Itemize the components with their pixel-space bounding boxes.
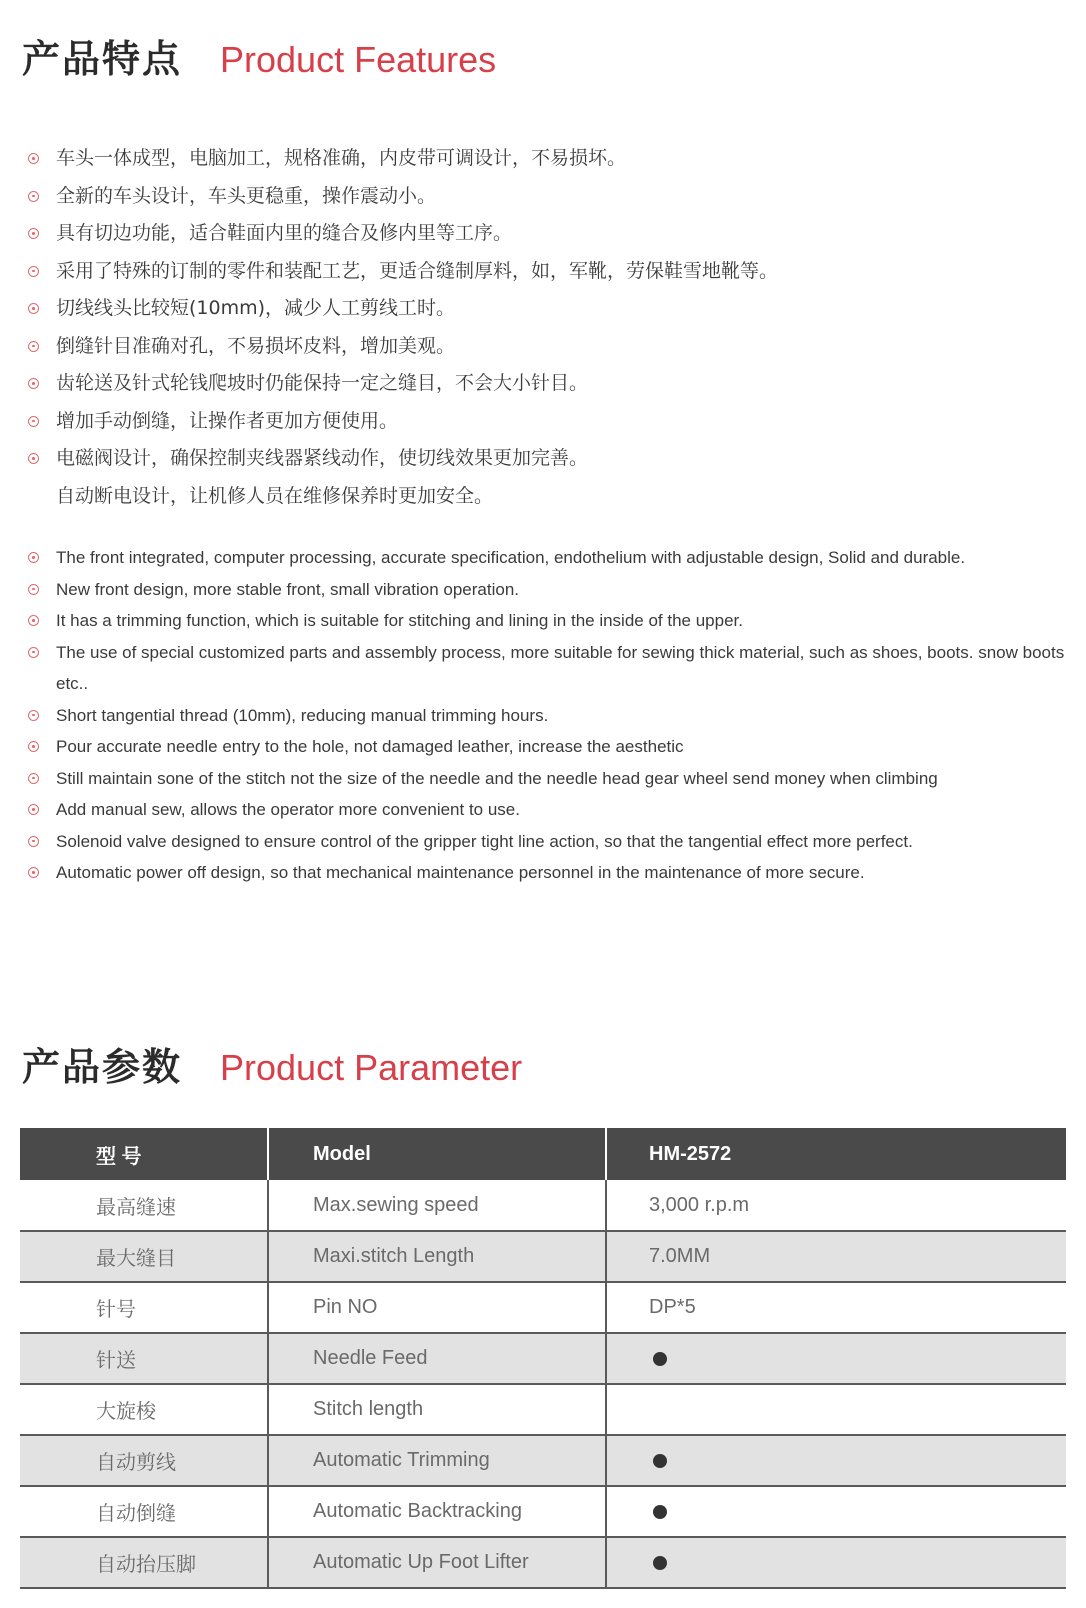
- list-item: 增加手动倒缝，让操作者更加方便使用。: [26, 403, 1066, 441]
- cell-value: [606, 1486, 1066, 1537]
- cell-value: 7.0MM: [606, 1231, 1066, 1282]
- cell-cn: 自动抬压脚: [20, 1537, 268, 1588]
- cell-en: Automatic Up Foot Lifter: [268, 1537, 606, 1588]
- cell-en: Automatic Trimming: [268, 1435, 606, 1486]
- list-item: Automatic power off design, so that mechanical maintenance personnel in the maintenance of more secure.: [26, 857, 1066, 889]
- circle-bullet-icon: [28, 416, 39, 427]
- parameter-title-en: Product Parameter: [220, 1047, 523, 1088]
- list-item: 具有切边功能，适合鞋面内里的缝合及修内里等工序。: [26, 215, 1066, 253]
- list-item: The use of special customized parts and assembly process, more suitable for sewing thick material, such as shoes, boots. snow boots etc..: [26, 637, 1066, 700]
- table-row: [20, 1333, 1066, 1384]
- features-list-en: [26, 542, 1066, 889]
- circle-bullet-icon: [28, 615, 39, 626]
- features-heading: [22, 28, 496, 83]
- cell-cn: 最大缝目: [20, 1231, 268, 1282]
- parameter-title-cn: 产品参数: [22, 1045, 183, 1089]
- table-row: [20, 1231, 1066, 1282]
- cell-value: 3,000 r.p.m: [606, 1180, 1066, 1231]
- circle-bullet-icon: [28, 191, 39, 202]
- circle-bullet-icon: [28, 153, 39, 164]
- list-item: 切线线头比较短(10mm)，减少人工剪线工时。: [26, 290, 1066, 328]
- circle-bullet-icon: [28, 584, 39, 595]
- list-item: 倒缝针目准确对孔，不易损坏皮料，增加美观。: [26, 328, 1066, 366]
- list-item: Short tangential thread (10mm), reducing manual trimming hours.: [26, 700, 1066, 732]
- list-item: 电磁阀设计，确保控制夹线器紧线动作，使切线效果更加完善。: [26, 440, 1066, 478]
- table-row: [20, 1180, 1066, 1231]
- list-item: Solenoid valve designed to ensure control of the gripper tight line action, so that the tangential effect more perfect.: [26, 826, 1066, 858]
- circle-bullet-icon: [28, 378, 39, 389]
- cell-cn: 最高缝速: [20, 1180, 268, 1231]
- filled-dot-icon: [653, 1352, 667, 1366]
- header-model-number: HM-2572: [606, 1128, 1066, 1180]
- table-row: [20, 1537, 1066, 1588]
- circle-bullet-icon: [28, 867, 39, 878]
- circle-bullet-icon: [28, 836, 39, 847]
- circle-bullet-icon: [28, 266, 39, 277]
- header-model-cn: 型 号: [20, 1128, 268, 1180]
- circle-bullet-icon: [28, 303, 39, 314]
- list-item: 齿轮送及针式轮钱爬坡时仍能保持一定之缝目，不会大小针目。: [26, 365, 1066, 403]
- circle-bullet-icon: [28, 552, 39, 563]
- table-row: [20, 1435, 1066, 1486]
- table-header-row: [20, 1128, 1066, 1180]
- cell-en: Max.sewing speed: [268, 1180, 606, 1231]
- parameter-table: [20, 1128, 1066, 1589]
- circle-bullet-icon: [28, 647, 39, 658]
- filled-dot-icon: [653, 1556, 667, 1570]
- cell-cn: 针送: [20, 1333, 268, 1384]
- list-item-continuation: 自动断电设计，让机修人员在维修保养时更加安全。: [56, 484, 494, 507]
- list-item: It has a trimming function, which is suitable for stitching and lining in the inside of the upper.: [26, 605, 1066, 637]
- cell-cn: 大旋梭: [20, 1384, 268, 1435]
- list-item: 全新的车头设计，车头更稳重，操作震动小。: [26, 178, 1066, 216]
- circle-bullet-icon: [28, 453, 39, 464]
- parameter-heading: [22, 1036, 522, 1091]
- table-row: [20, 1384, 1066, 1435]
- features-list-cn: [26, 140, 1066, 515]
- list-item: Still maintain sone of the stitch not the size of the needle and the needle head gear wheel send money when climbing: [26, 763, 1066, 795]
- cell-en: Automatic Backtracking: [268, 1486, 606, 1537]
- cell-cn: 自动剪线: [20, 1435, 268, 1486]
- list-item: 采用了特殊的订制的零件和装配工艺，更适合缝制厚料，如，军靴，劳保鞋雪地靴等。: [26, 253, 1066, 291]
- header-model-en: Model: [268, 1128, 606, 1180]
- cell-value: [606, 1333, 1066, 1384]
- table-row: [20, 1486, 1066, 1537]
- circle-bullet-icon: [28, 741, 39, 752]
- cell-en: Stitch length: [268, 1384, 606, 1435]
- circle-bullet-icon: [28, 341, 39, 352]
- cell-cn: 自动倒缝: [20, 1486, 268, 1537]
- circle-bullet-icon: [28, 228, 39, 239]
- cell-value: [606, 1435, 1066, 1486]
- table-row: [20, 1282, 1066, 1333]
- cell-en: Needle Feed: [268, 1333, 606, 1384]
- cell-value: DP*5: [606, 1282, 1066, 1333]
- list-item: Pour accurate needle entry to the hole, not damaged leather, increase the aesthetic: [26, 731, 1066, 763]
- list-item: Add manual sew, allows the operator more convenient to use.: [26, 794, 1066, 826]
- cell-en: Maxi.stitch Length: [268, 1231, 606, 1282]
- circle-bullet-icon: [28, 710, 39, 721]
- cell-en: Pin NO: [268, 1282, 606, 1333]
- features-title-en: Product Features: [220, 39, 497, 80]
- filled-dot-icon: [653, 1454, 667, 1468]
- list-item: The front integrated, computer processing, accurate specification, endothelium with adjustable design, Solid and durable.: [26, 542, 1066, 574]
- filled-dot-icon: [653, 1505, 667, 1519]
- cell-value: [606, 1384, 1066, 1435]
- list-item: 车头一体成型，电脑加工，规格准确，内皮带可调设计，不易损坏。: [26, 140, 1066, 178]
- cell-cn: 针号: [20, 1282, 268, 1333]
- list-item: New front design, more stable front, small vibration operation.: [26, 574, 1066, 606]
- circle-bullet-icon: [28, 773, 39, 784]
- features-title-cn: 产品特点: [22, 37, 183, 81]
- circle-bullet-icon: [28, 804, 39, 815]
- cell-value: [606, 1537, 1066, 1588]
